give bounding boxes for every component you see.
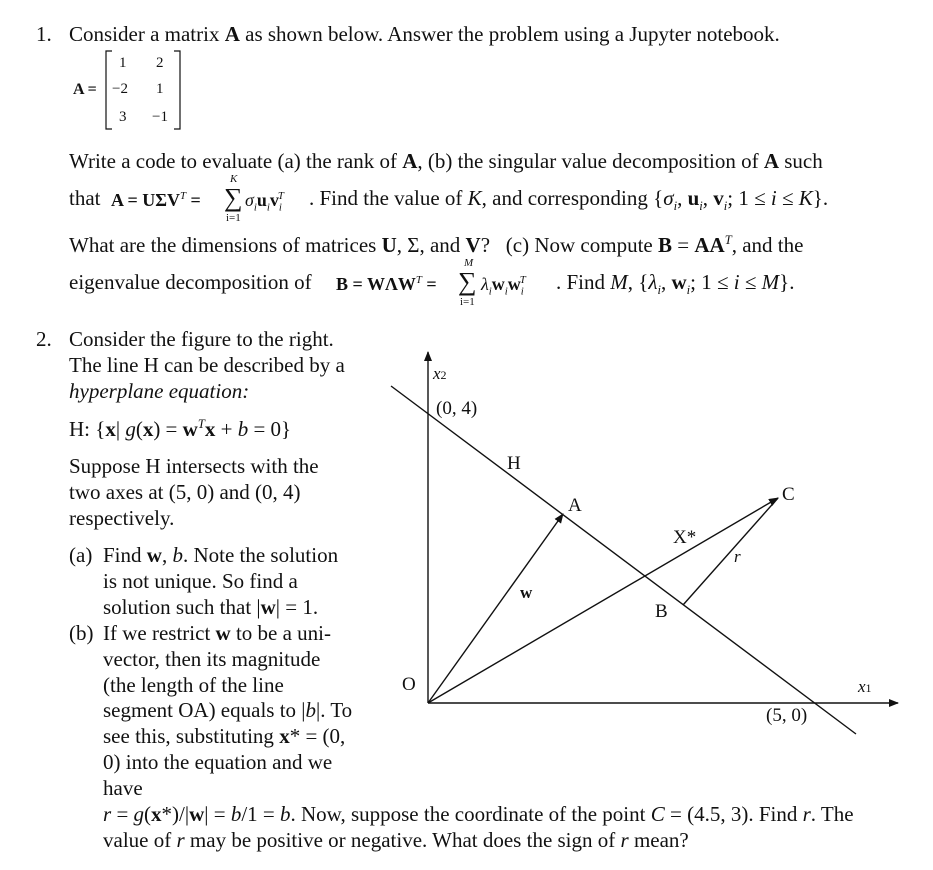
hyperplane-H-line [391,386,856,734]
vector-OC-arrow [428,498,778,703]
origin-label: O [402,674,416,695]
matrix-cell: −2 [112,81,128,97]
x2-label: x2 [433,364,447,383]
part-b-line: (the length of the line [103,673,284,697]
part-a-label: (a) [69,543,93,567]
sum-lower-2: i=1 [460,296,475,308]
matrix-label: A = [73,81,97,98]
sum-lower: i=1 [226,212,241,224]
C-label: C [782,484,795,505]
svd-suffix: . Find the value of K, and corresponding {$\sigma_i$, $u_i$, $v_i$; 1 ≤ i ≤ K}. [309,186,829,214]
problem-2-para2: two axes at (5, 0) and (0, 4) [69,480,301,504]
problem-2-para2: respectively. [69,506,175,530]
eig-suffix: . Find M, {$\lambda_i$, $w_i$; 1 ≤ i ≤ M}. [556,270,795,298]
vector-w-arrow [428,514,563,703]
H-label: H [507,453,521,474]
lambda-sum-icon: ∑ [458,267,477,296]
problem-1-line-3: What are the dimensions of matrices U, Σ, and V? (c) Now compute $B = AA^T$, and the [69,233,804,257]
r-label: r [734,547,741,566]
x1-label: x1 [858,677,872,696]
part-b-line: have [103,776,143,800]
w-label: w [520,583,533,602]
A-label: A [568,495,582,516]
hyperplane-equation: H: {x| $g(x) = w^Tx + b = 0$} [69,417,292,441]
problem-2-line: The line H can be described by a [69,353,345,377]
problem-2-para2: Suppose H intersects with the [69,454,319,478]
matrix-cell: 3 [119,109,127,125]
problem-1-number: 1. [36,22,52,46]
final-line-1: r = g(x*)/|w| = b/1 = b. Now, suppose the coordinate of the point C = (4.5, 3). Find r. The [103,802,854,826]
part-b-line: see this, substituting x* = (0, [103,724,346,748]
problem-2-number: 2. [36,327,52,351]
point-50-label: (5, 0) [766,705,808,726]
matrix-cell: −1 [152,109,168,125]
part-b-line: If we restrict w to be a uni- [103,621,332,645]
B-label: B [655,601,668,622]
part-a-line: is not unique. So find a [103,569,298,593]
part-b-line: 0) into the equation and we [103,750,333,774]
sum-upper-K: K [230,173,238,185]
eig-equation: $B = W\Lambda W^T$ = [336,274,437,294]
matrix-cell: 1 [119,55,127,71]
r-segment [683,498,778,605]
problem-1-intro: Consider a matrix A as shown below. Answer the problem using a Jupyter notebook. [69,22,780,46]
svd-term: $\sigma_iu_iv_i^T$ [245,190,284,214]
part-b-label: (b) [69,621,94,645]
problem-1-line-1: Write a code to evaluate (a) the rank of A, (b) the singular value decomposition of A such [69,149,823,173]
point-04-label: (0, 4) [436,398,478,419]
part-a-line: Find w, b. Note the solution [103,543,339,567]
part-a-line: solution such that |w| = 1. [103,595,319,619]
problem-2-line: Consider the figure to the right. [69,327,334,351]
sum-upper-M: M [464,257,474,269]
part-b-line: vector, then its magnitude [103,647,321,671]
sigma-sum-icon: ∑ [224,183,243,212]
matrix-cell: 1 [156,81,164,97]
part-b-line: segment OA) equals to |b|. To [103,698,353,722]
final-line-2: value of r may be positive or negative. What does the sign of r mean? [103,828,689,852]
Xstar-label: X* [673,527,697,548]
svd-equation: $A = U\Sigma V^T$ = [111,190,201,210]
matrix-cell: 2 [156,55,164,71]
eig-term: $\lambda_iw_iw_i^T$ [481,274,526,298]
problem-2-line: hyperplane equation: [69,379,250,403]
